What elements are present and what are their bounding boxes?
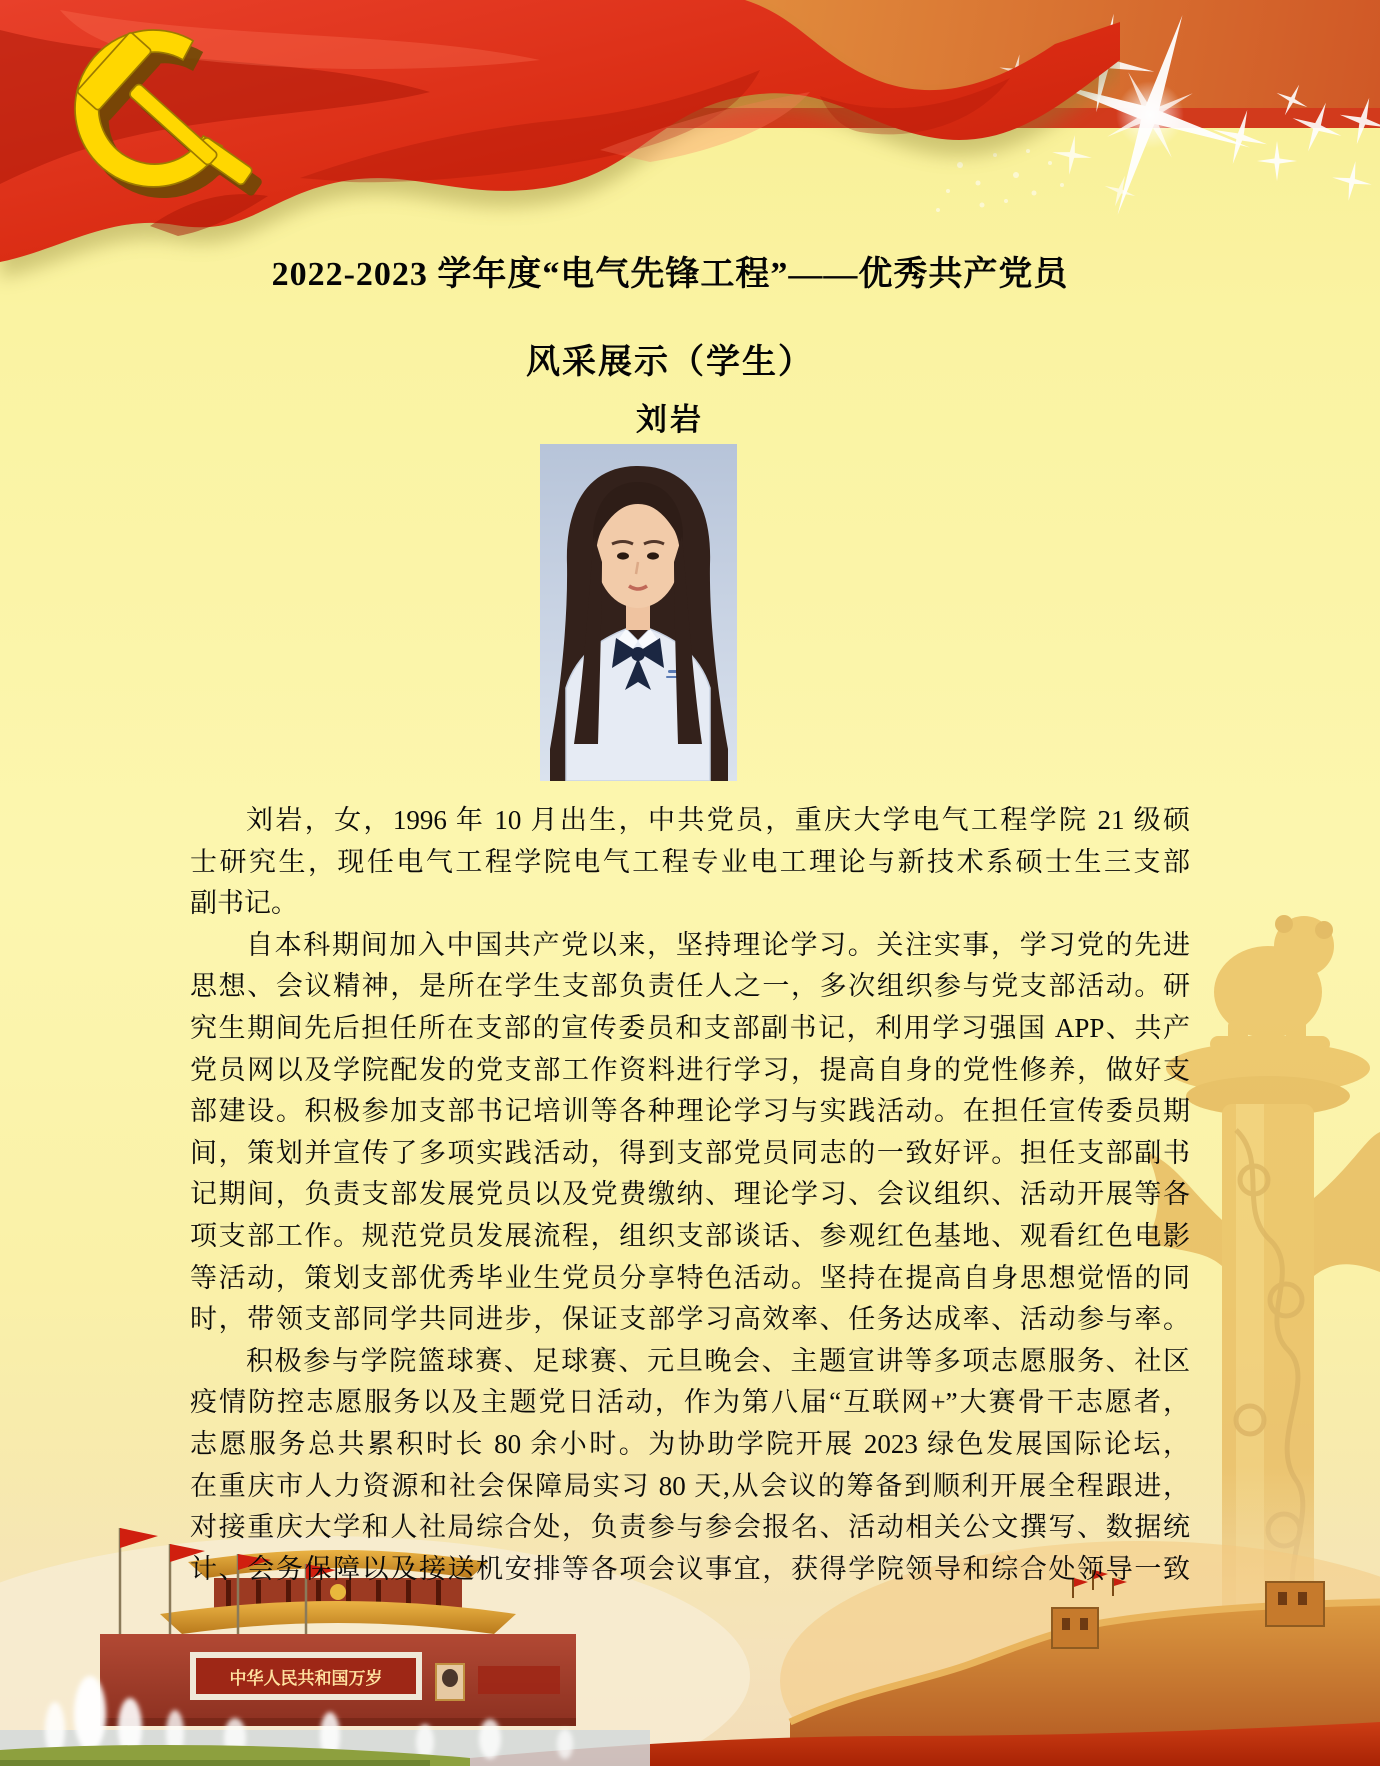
stone-lion-icon <box>1214 915 1334 1042</box>
body-text-line: 究生期间先后担任所在支部的宣传委员和支部副书记，利用学习强国 APP、共产 <box>190 1012 1190 1043</box>
body-text-line: 党员网以及学院配发的党支部工作资料进行学习，提高自身的党性修养，做好支 <box>190 1054 1190 1085</box>
body-text-line: 思想、会议精神，是所在学生支部负责任人之一，多次组织参与党支部活动。研 <box>190 971 1190 1002</box>
body-text-line: 计、会务保障以及接送机安排等各项会议事宜，获得学院领导和综合处领导一致 <box>190 1553 1190 1584</box>
body-text <box>190 800 1190 1590</box>
gate-banner <box>190 1652 422 1700</box>
gate-side-plaque <box>478 1666 560 1694</box>
page-subtitle: 风采展示（学生） <box>526 344 814 381</box>
body-text-line: 疫情防控志愿服务以及主题党日活动，作为第八届“互联网+”大赛骨干志愿者， <box>190 1387 1190 1418</box>
body-text-line: 副书记。 <box>190 888 298 919</box>
portrait-photo <box>540 444 737 781</box>
lawn-shadow <box>0 1760 430 1766</box>
body-text-line: 刘岩，女，1996 年 10 月出生，中共党员，重庆大学电气工程学院 21 级硕 <box>246 805 1190 835</box>
cloud-wing-right <box>1314 1132 1380 1276</box>
gate-portrait <box>436 1664 464 1700</box>
paragraph-1 <box>190 800 1190 925</box>
page-title: 2022-2023 学年度“电气先锋工程”——优秀共产党员 <box>271 256 1069 293</box>
gate-banner-text: 中华人民共和国万岁 <box>229 1669 383 1688</box>
paragraph-3 <box>190 1341 1190 1591</box>
body-text-line: 自本科期间加入中国共产党以来，坚持理论学习。关注实事，学习党的先进 <box>246 929 1190 960</box>
body-text-line: 项支部工作。规范党员发展流程，组织支部谈话、参观红色基地、观看红色电影 <box>190 1220 1190 1251</box>
body-text-line: 部建设。积极参加支部书记培训等各种理论学习与实践活动。在担任宣传委员期 <box>190 1096 1190 1127</box>
body-text-line: 积极参与学院篮球赛、足球赛、元旦晚会、主题宣讲等多项志愿服务、社区 <box>246 1345 1190 1376</box>
body-text-line: 对接重庆大学和人社局综合处，负责参与参会报名、活动相关公文撰写、数据统 <box>190 1512 1190 1543</box>
paragraph-2 <box>190 925 1190 1341</box>
body-text-line: 时，带领支部同学共同进步，保证支部学习高效率、任务达成率、活动参与率。 <box>190 1304 1190 1335</box>
body-text-line: 士研究生，现任电气工程学院电气工程专业电工理论与新技术系硕士生三支部 <box>190 846 1190 877</box>
person-name: 刘岩 <box>636 402 704 437</box>
body-text-line: 间，策划并宣传了多项实践活动，得到支部党员同志的一致好评。担任支部副书 <box>190 1137 1190 1168</box>
body-text-line: 记期间，负责支部发展党员以及党费缴纳、理论学习、会议组织、活动开展等各 <box>190 1179 1190 1210</box>
body-text-line: 在重庆市人力资源和社会保障局实习 80 天,从会议的筹备到顺利开展全程跟进， <box>190 1470 1190 1501</box>
body-text-line: 志愿服务总共累积时长 80 余小时。为协助学院开展 2023 绿色发展国际论坛， <box>190 1428 1190 1459</box>
body-text-line: 等活动，策划支部优秀毕业生党员分享特色活动。坚持在提高自身思想觉悟的同 <box>190 1262 1190 1293</box>
